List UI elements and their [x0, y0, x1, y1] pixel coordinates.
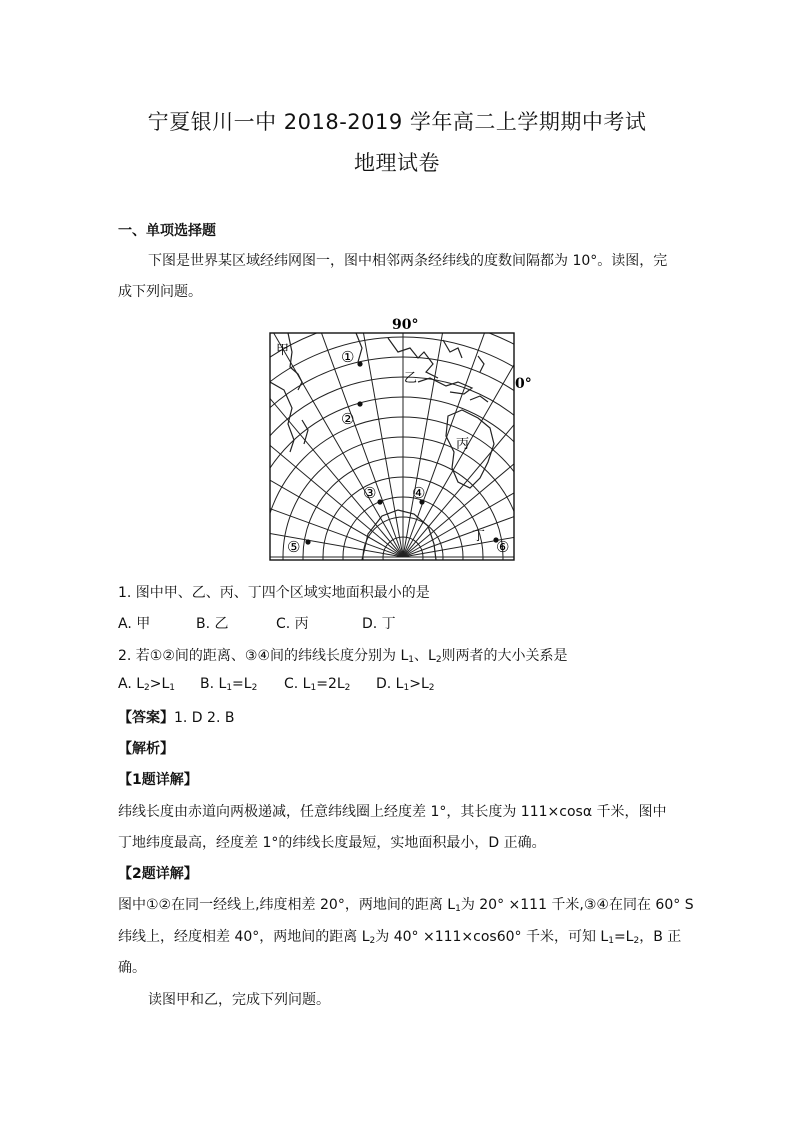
section-heading: 一、单项选择题: [118, 223, 216, 239]
meridian-line: [258, 397, 403, 557]
graticule-map-figure: [258, 312, 548, 564]
analysis-label: 【解析】: [118, 741, 174, 757]
lat-0-label: 0°: [515, 376, 532, 392]
region-jia-label: 甲: [276, 343, 290, 358]
page-title: 宁夏银川一中 2018-2019 学年高二上学期期中考试: [147, 110, 647, 134]
question-1-options: [118, 613, 396, 633]
question-1-stem: 1. 图中甲、乙、丙、丁四个区域实地面积最小的是: [118, 585, 430, 601]
outro-line: 读图甲和乙，完成下列问题。: [148, 992, 330, 1008]
point-4-label: ④: [412, 484, 426, 502]
point-1-label: ①: [341, 348, 355, 366]
answer-line: [118, 707, 234, 727]
answer-label: 【答案】: [118, 710, 174, 726]
point-6-label: ⑥: [496, 538, 510, 556]
point-1-dot: [357, 361, 362, 366]
point-5-label: ⑤: [287, 538, 301, 556]
point-3-label: ③: [363, 484, 377, 502]
detail-1-line-1: 纬线长度由赤道向两极递减，任意纬线圈上经度差 1°，其长度为 111×cosα 千米，图中: [118, 804, 667, 820]
q2-option-d[interactable]: D. $L_1>L_2$: [376, 676, 435, 693]
q1-option-a[interactable]: A. 甲: [118, 616, 151, 632]
meridian-line: [258, 351, 403, 557]
q1-option-c[interactable]: C. 丙: [276, 616, 309, 632]
region-ding-label: 丁: [472, 529, 486, 544]
longitude-lines: [258, 312, 548, 557]
question-2-options: [118, 676, 434, 693]
detail-2-line-3: 确。: [118, 960, 146, 976]
region-yi-label: 乙: [404, 371, 418, 386]
region-bing-label: 丙: [456, 437, 470, 452]
point-3-dot: [377, 499, 382, 504]
detail-1-label: 【1题详解】: [118, 772, 198, 788]
point-5-dot: [305, 539, 310, 544]
intro-line-1: 下图是世界某区域经纬网图一，图中相邻两条经纬线的度数间隔都为 10°。读图，完: [148, 253, 668, 269]
detail-2-line-2: 纬线上，经度相差 40°，两地间的距离 $L_2$为 40° ×111×cos60° 千米，可知 $L_1=L_2$，B 正: [118, 929, 682, 946]
land-outline-australia: [446, 410, 494, 488]
q2-option-c[interactable]: C. $L_1=2L_2$: [284, 676, 351, 693]
intro-line-2: 成下列问题。: [118, 284, 202, 300]
q2-option-b[interactable]: B. $L_1=L_2$: [200, 676, 258, 693]
answer-text: 1. D 2. B: [174, 710, 235, 726]
point-2-label: ②: [341, 410, 355, 428]
lon-90-label: 90°: [392, 317, 419, 333]
point-2-dot: [357, 401, 362, 406]
q1-option-d[interactable]: D. 丁: [362, 616, 396, 632]
page-subtitle: 地理试卷: [354, 151, 440, 175]
question-2-stem: 2. 若①②间的距离、③④间的纬线长度分别为 $L_1$、$L_2$则两者的大小关系是: [118, 648, 568, 665]
detail-2-label: 【2题详解】: [118, 866, 198, 882]
detail-2-line-1: 图中①②在同一经线上,纬度相差 20°，两地间的距离 $L_1$为 20° ×111 千米,③④在同在 60° S: [118, 897, 694, 914]
q1-option-b[interactable]: B. 乙: [196, 616, 229, 632]
q2-option-a[interactable]: A. $L_2>L_1$: [118, 676, 176, 693]
detail-1-line-2: 丁地纬度最高，经度差 1°的纬线长度最短，实地面积最小，D 正确。: [118, 835, 546, 851]
land-outline-north: [288, 333, 488, 402]
